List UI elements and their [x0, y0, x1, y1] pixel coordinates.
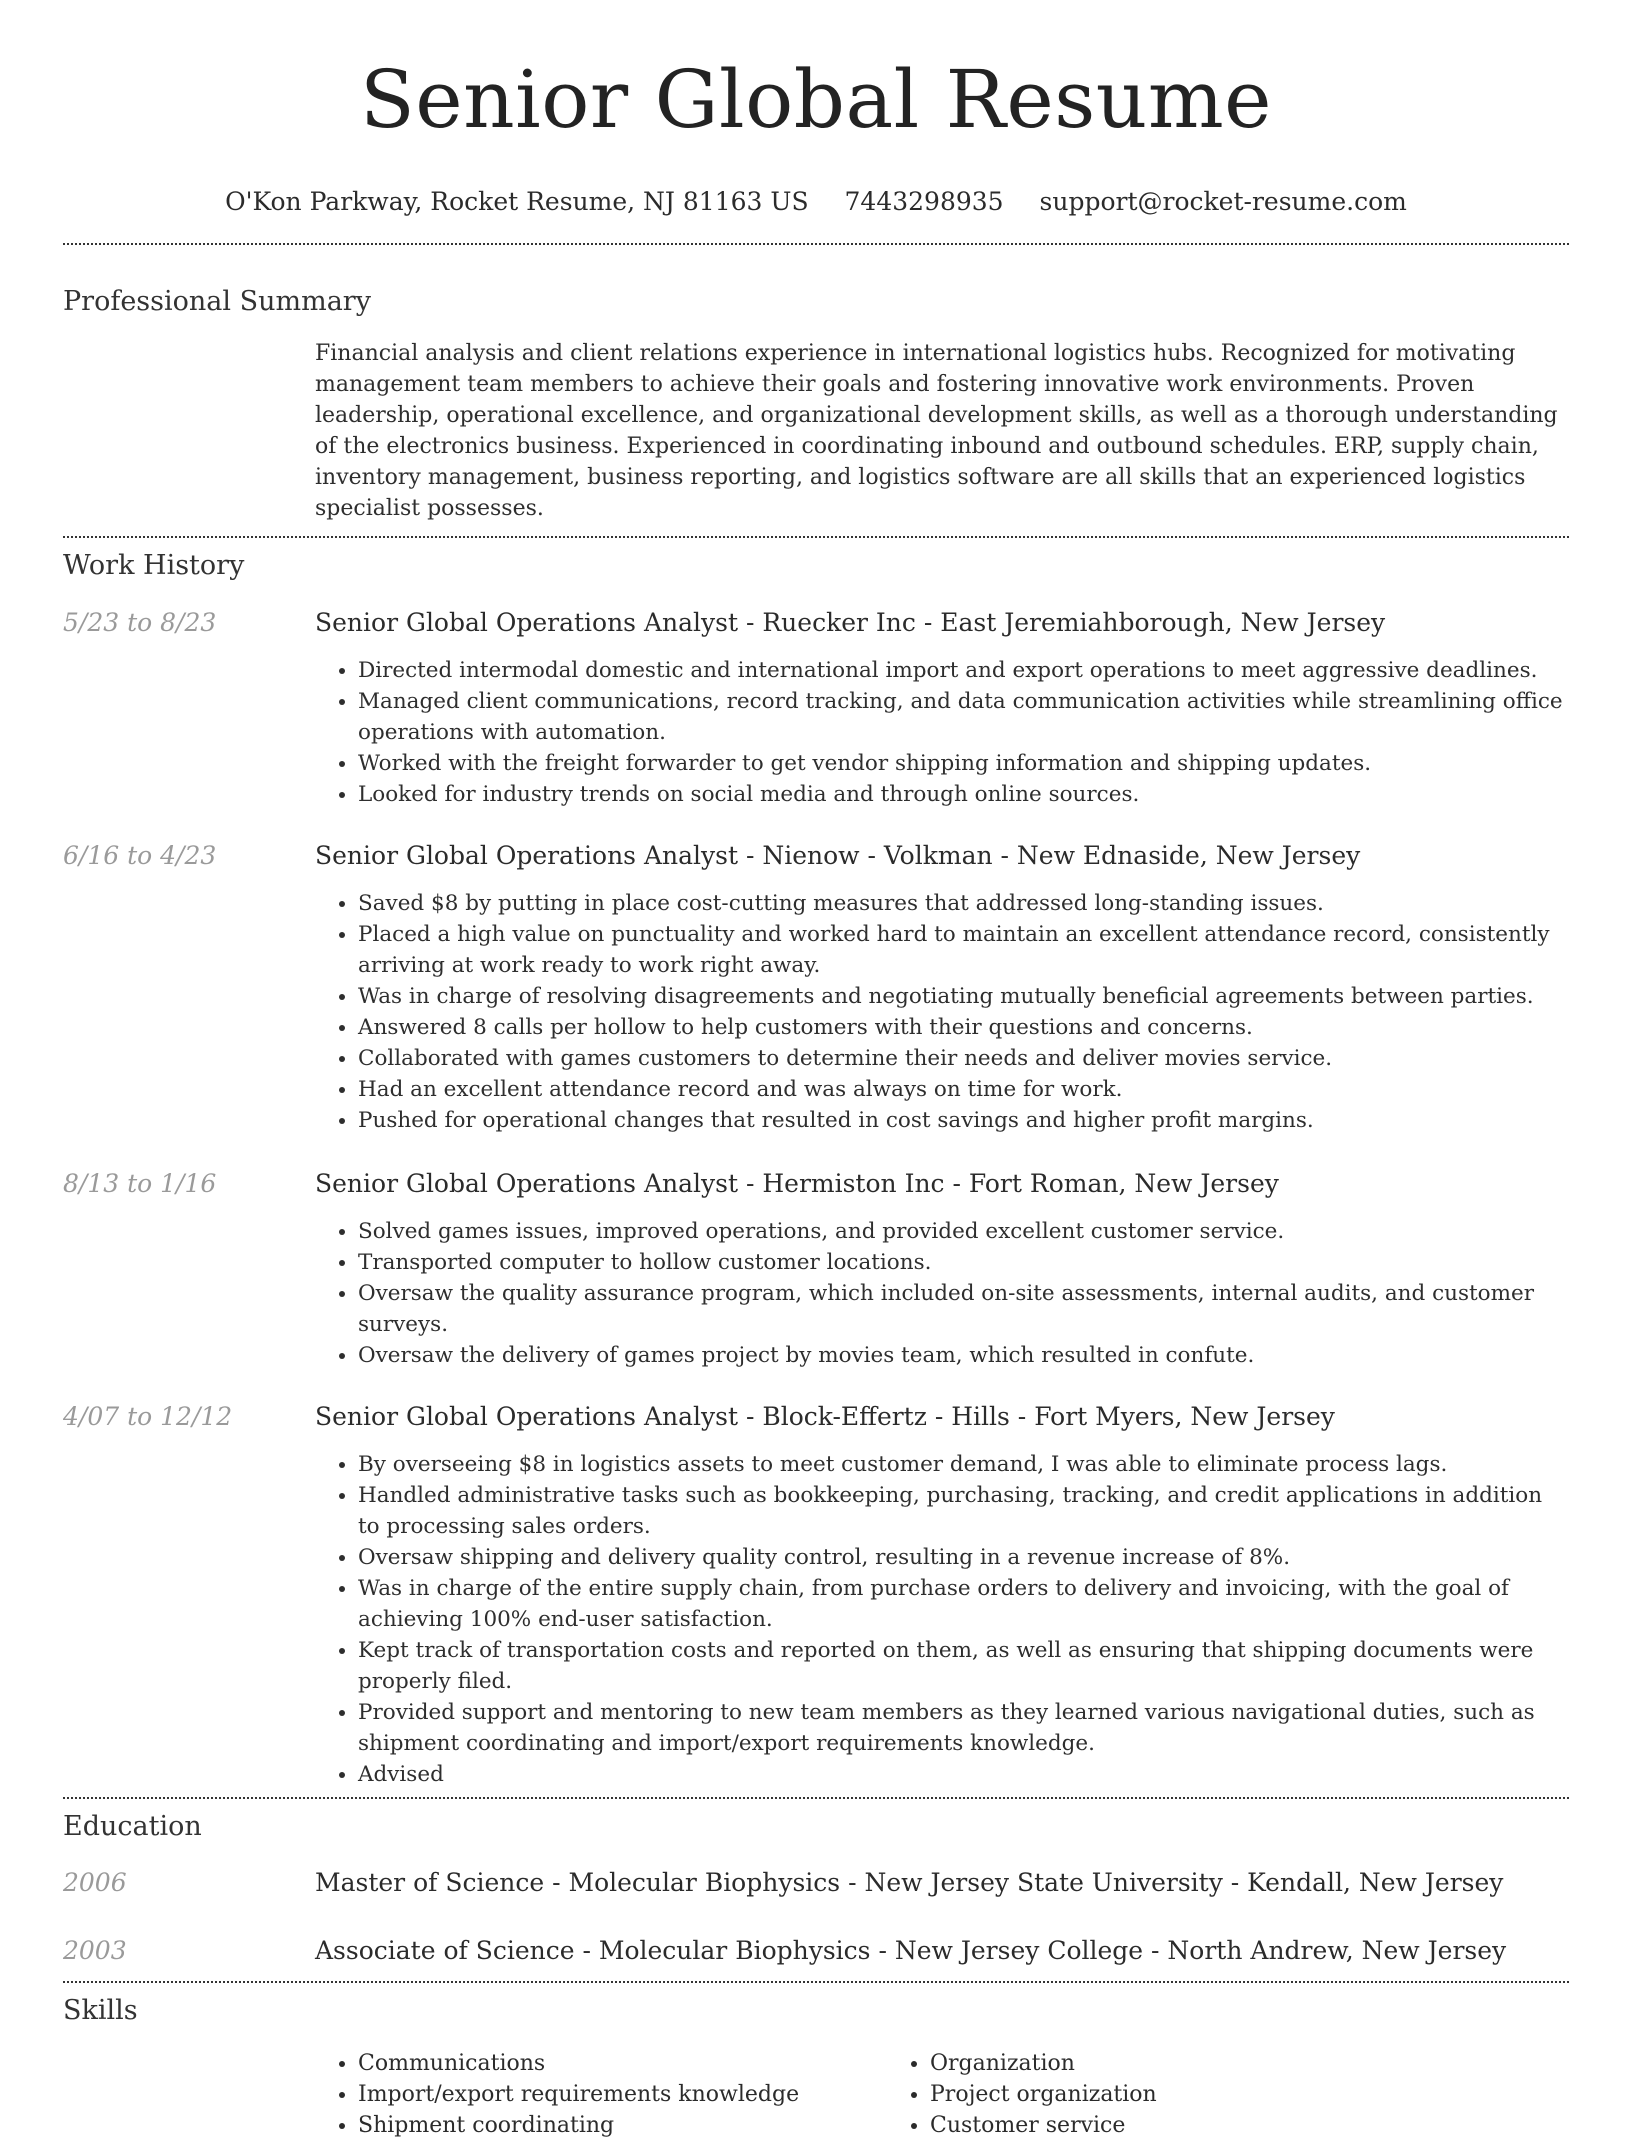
contact-email: support@rocket-resume.com — [1039, 187, 1407, 216]
list-item: • Solved games issues, improved operations, and provided excellent customer service. — [358, 1216, 1569, 1247]
list-item: • Looked for industry trends on social media and through online sources. — [358, 779, 1569, 810]
job-bullets — [315, 655, 1569, 810]
job-bullets — [315, 1216, 1569, 1371]
skills-column-left — [315, 2048, 887, 2141]
job-title: Senior Global Operations Analyst - Ruecker Inc - East Jeremiahborough, New Jersey — [315, 608, 1386, 637]
education-entry — [63, 1867, 1569, 1899]
resume-header — [63, 0, 1569, 218]
list-item: • Handled administrative tasks such as bookkeeping, purchasing, tracking, and credit applications in addition to processing sales orders. — [358, 1480, 1569, 1542]
work-entry — [63, 840, 1569, 1136]
work-dates: 6/16 to 4/23 — [63, 841, 217, 870]
section-divider — [63, 536, 1569, 538]
job-bullets — [315, 888, 1569, 1136]
summary-text: Financial analysis and client relations experience in international logistics hubs. Recognized for motivating management team members to achieve their goals and fostering innovative work environments. Proven leadership, operational excellence, and organizational development skills, as well as a thorough understanding of the electronics business. Experienced in coordinating inbound and outbound schedules. ERP, supply chain, inventory management, business reporting, and logistics software are all skills that an experienced logistics specialist possesses. — [315, 341, 1558, 521]
work-entry-body — [315, 840, 1569, 1136]
degree-title: Master of Science - Molecular Biophysics - New Jersey State University - Kendall, New Jersey — [315, 1868, 1504, 1897]
list-item: • Had an excellent attendance record and was always on time for work. — [358, 1074, 1569, 1105]
list-item: • Was in charge of resolving disagreements and negotiating mutually beneficial agreements between parties. — [358, 981, 1569, 1012]
skills-column-right — [887, 2048, 1459, 2141]
page-title: Senior Global Resume — [359, 53, 1273, 146]
list-item: • Communications — [358, 2048, 887, 2079]
work-dates: 5/23 to 8/23 — [63, 608, 217, 637]
section-divider — [63, 1797, 1569, 1799]
list-item: • Organization — [930, 2048, 1459, 2079]
list-item: • Placed a high value on punctuality and worked hard to maintain an excellent attendance record, consistently arriving at work ready to work right away. — [358, 919, 1569, 981]
list-item: • Project organization — [930, 2079, 1459, 2110]
work-history-heading: Work History — [63, 550, 245, 581]
work-dates: 4/07 to 12/12 — [63, 1402, 233, 1431]
work-dates: 8/13 to 1/16 — [63, 1169, 217, 1198]
work-entry — [63, 1168, 1569, 1371]
list-item: • Directed intermodal domestic and international import and export operations to meet aggressive deadlines. — [358, 655, 1569, 686]
contact-address: O'Kon Parkway, Rocket Resume, NJ 81163 US — [225, 187, 809, 216]
section-divider — [63, 1981, 1569, 1983]
list-item: • Shipment coordinating — [358, 2110, 887, 2141]
skills-heading: Skills — [63, 1995, 138, 2026]
list-item: • Kept track of transportation costs and reported on them, as well as ensuring that shipping documents were properly filed. — [358, 1635, 1569, 1697]
list-item: • Oversaw shipping and delivery quality control, resulting in a revenue increase of 8%. — [358, 1542, 1569, 1573]
job-bullets — [315, 1449, 1569, 1790]
list-item: • Was in charge of the entire supply chain, from purchase orders to delivery and invoicing, with the goal of achieving 100% end-user satisfaction. — [358, 1573, 1569, 1635]
list-item: • Advised — [358, 1759, 1569, 1790]
work-entry — [63, 1401, 1569, 1790]
work-entry — [63, 607, 1569, 810]
section-divider — [63, 243, 1569, 245]
education-heading: Education — [63, 1811, 202, 1842]
list-item: • Transported computer to hollow customer locations. — [358, 1247, 1569, 1278]
skills-list — [315, 2048, 1569, 2141]
job-title: Senior Global Operations Analyst - Nienow - Volkman - New Ednaside, New Jersey — [315, 841, 1361, 870]
education-entry — [63, 1935, 1569, 1967]
list-item: • Import/export requirements knowledge — [358, 2079, 887, 2110]
work-entry-body — [315, 1401, 1569, 1790]
list-item: • Answered 8 calls per hollow to help customers with their questions and concerns. — [358, 1012, 1569, 1043]
work-entry-body — [315, 1168, 1569, 1371]
list-item: • Provided support and mentoring to new team members as they learned various navigational duties, such as shipment coordinating and import/export requirements knowledge. — [358, 1697, 1569, 1759]
list-item: • By overseeing $8 in logistics assets to meet customer demand, I was able to eliminate process lags. — [358, 1449, 1569, 1480]
education-year: 2003 — [63, 1936, 127, 1965]
list-item: • Pushed for operational changes that resulted in cost savings and higher profit margins. — [358, 1105, 1569, 1136]
job-title: Senior Global Operations Analyst - Block-Effertz - Hills - Fort Myers, New Jersey — [315, 1402, 1335, 1431]
summary-heading: Professional Summary — [63, 286, 371, 317]
list-item: • Customer service — [930, 2110, 1459, 2141]
list-item: • Managed client communications, record tracking, and data communication activities while streamlining office operations with automation. — [358, 686, 1569, 748]
work-entry-body — [315, 607, 1569, 810]
list-item: • Collaborated with games customers to determine their needs and deliver movies service. — [358, 1043, 1569, 1074]
list-item: • Worked with the freight forwarder to get vendor shipping information and shipping updates. — [358, 748, 1569, 779]
job-title: Senior Global Operations Analyst - Hermiston Inc - Fort Roman, New Jersey — [315, 1169, 1279, 1198]
list-item: • Oversaw the quality assurance program, which included on-site assessments, internal audits, and customer surveys. — [358, 1278, 1569, 1340]
degree-title: Associate of Science - Molecular Biophysics - New Jersey College - North Andrew, New Jersey — [315, 1936, 1507, 1965]
list-item: • Saved $8 by putting in place cost-cutting measures that addressed long-standing issues. — [358, 888, 1569, 919]
education-year: 2006 — [63, 1868, 127, 1897]
list-item: • Oversaw the delivery of games project by movies team, which resulted in confute. — [358, 1340, 1569, 1371]
contact-line — [63, 186, 1569, 218]
contact-phone: 7443298935 — [844, 187, 1004, 216]
